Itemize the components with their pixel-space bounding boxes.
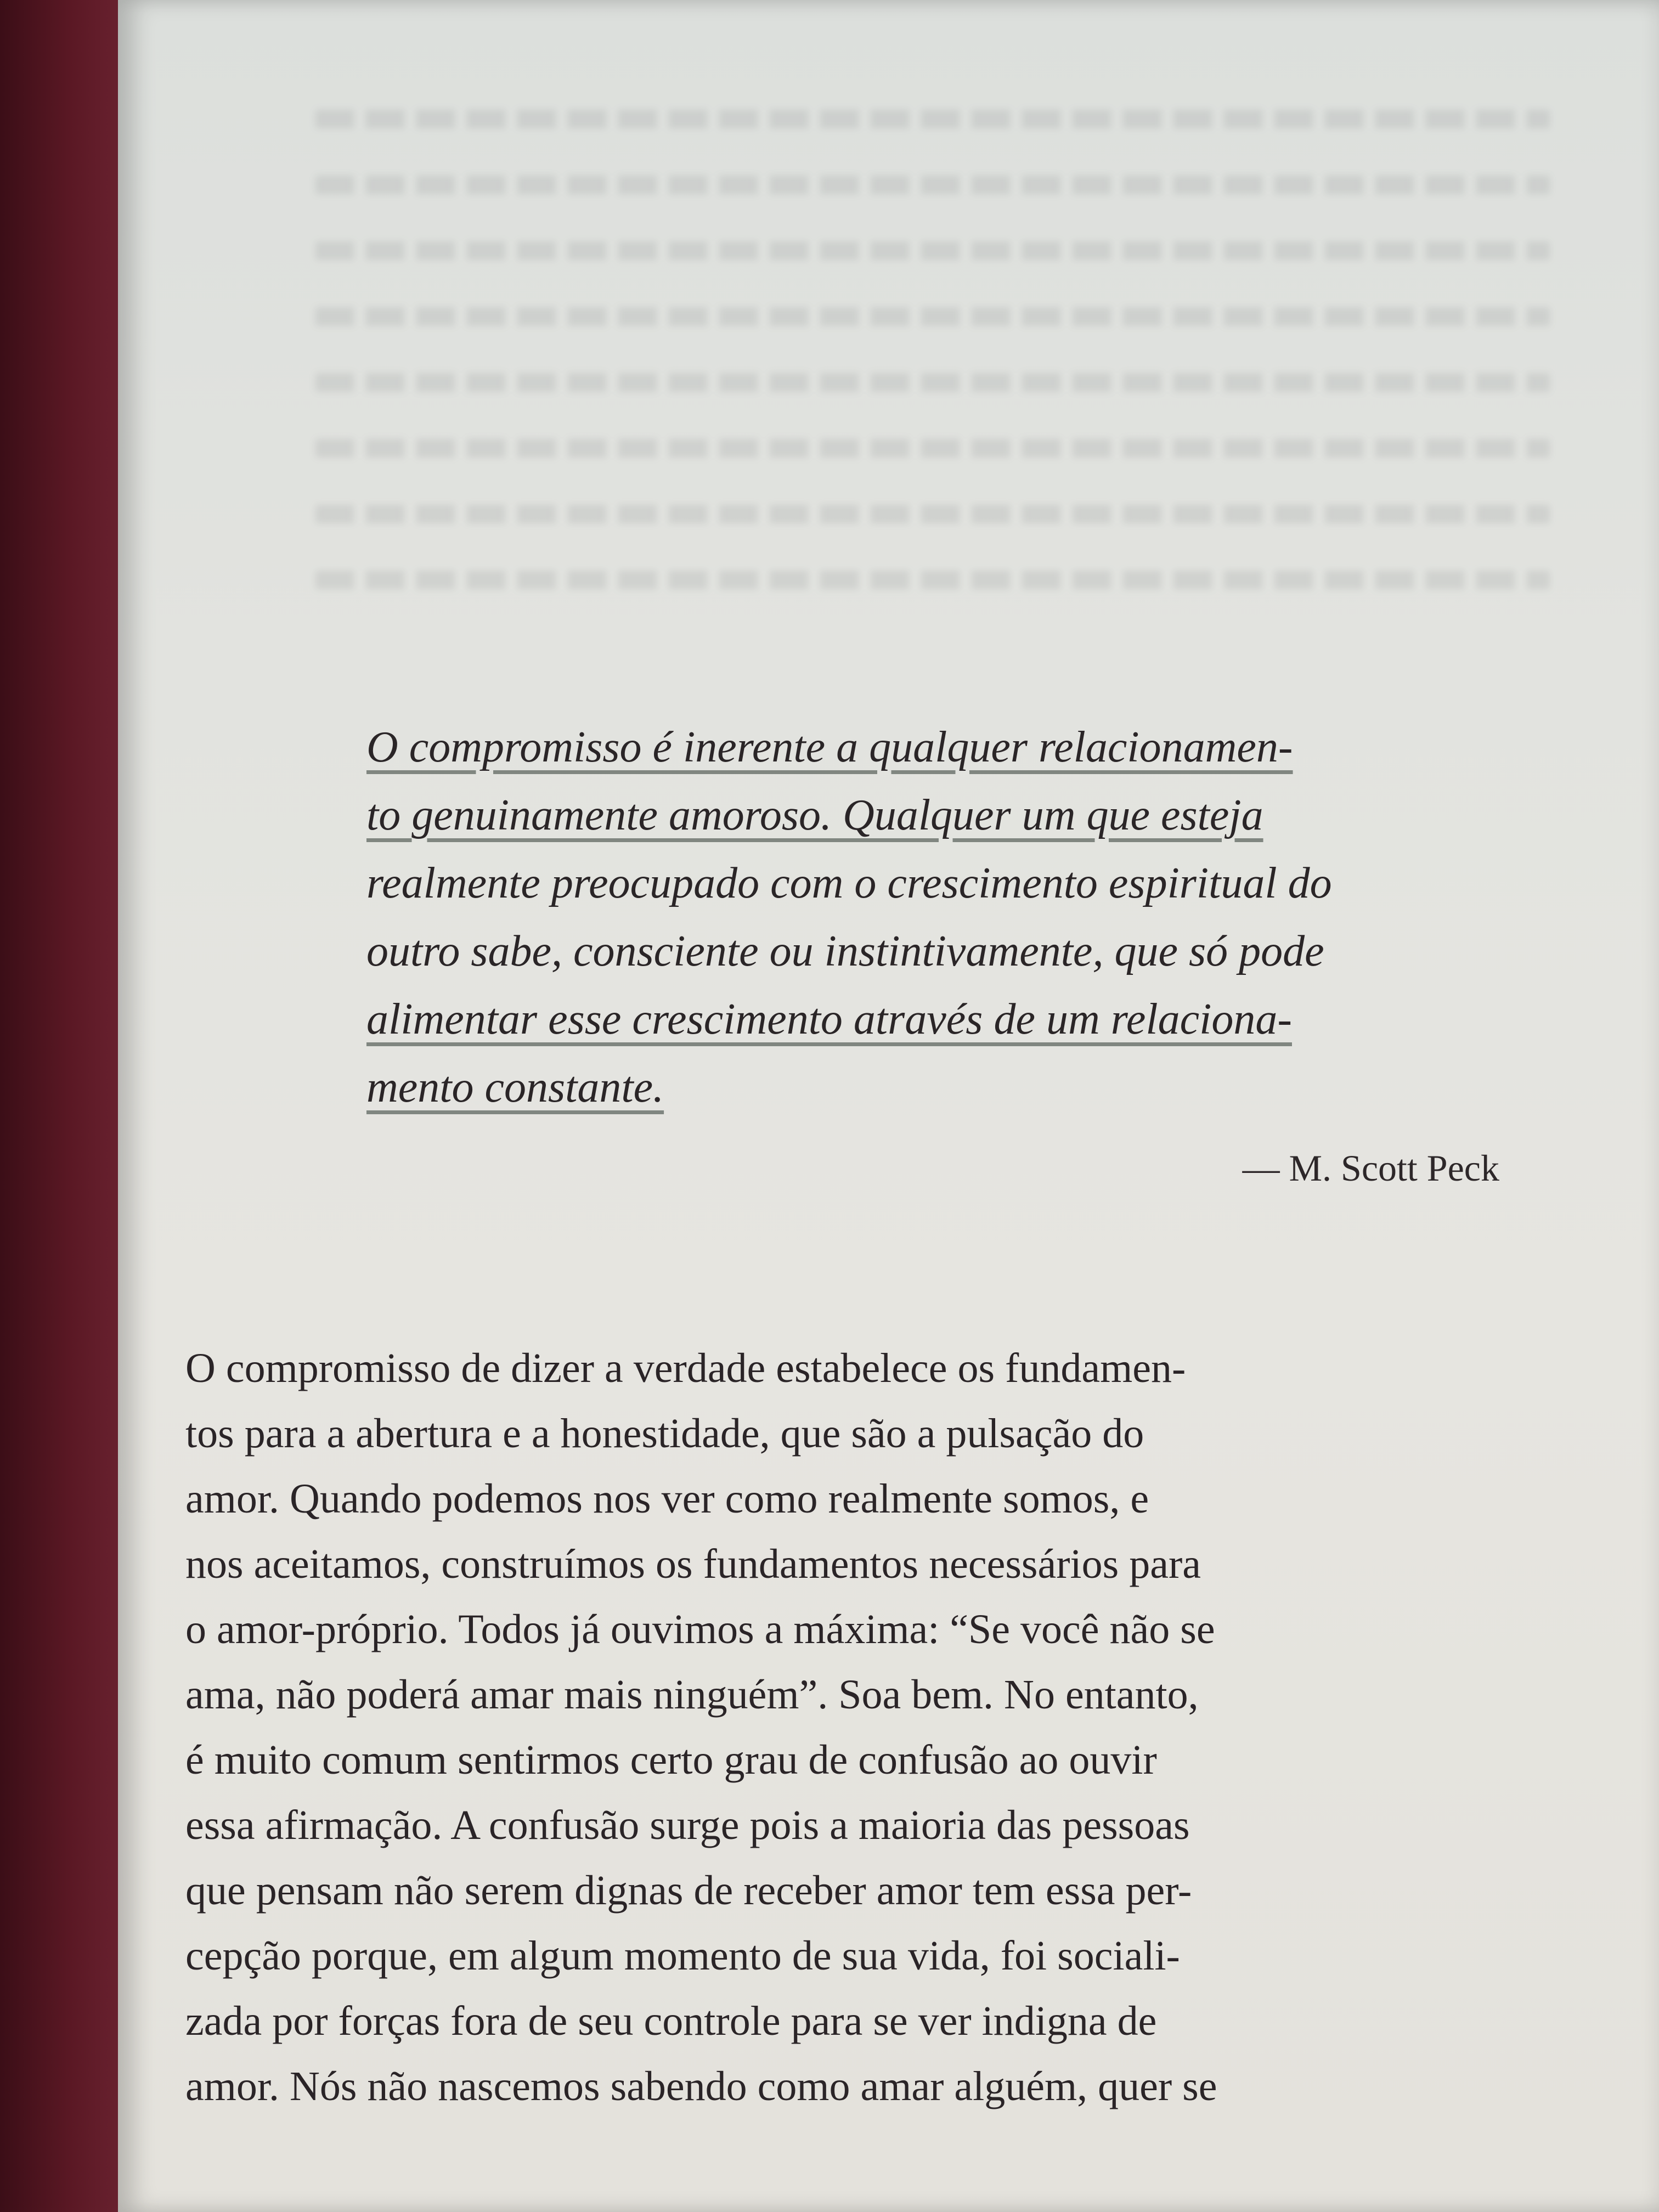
body-line: que pensam não serem dignas de receber amor tem essa per- <box>185 1867 1192 1914</box>
body-line: tos para a abertura e a honestidade, que são a pulsação do <box>185 1410 1144 1457</box>
epigraph-line-text: realmente preocupado com o crescimento espiritual do <box>366 859 1332 907</box>
body-line: zada por forças fora de seu controle para se ver indigna de <box>185 1998 1157 2044</box>
epigraph-line-text: to genuinamente amoroso. Qualquer um que esteja <box>366 791 1263 839</box>
epigraph-line-text: outro sabe, consciente ou instintivamente, que só pode <box>366 927 1324 975</box>
body-line: O compromisso de dizer a verdade estabelece os fundamen- <box>185 1345 1186 1391</box>
body-line: cepção porque, em algum momento de sua vida, foi sociali- <box>185 1933 1180 1979</box>
epigraph-attribution: — M. Scott Peck <box>1242 1147 1499 1189</box>
book-cover-edge <box>0 0 126 2212</box>
body-paragraph <box>185 1336 1491 2119</box>
epigraph-line <box>366 849 1510 917</box>
epigraph-quote <box>366 713 1510 1121</box>
epigraph-line <box>366 985 1510 1053</box>
epigraph-line <box>366 1053 1510 1121</box>
epigraph-line-text: alimentar esse crescimento através de um relaciona- <box>366 995 1292 1043</box>
epigraph-line <box>366 713 1510 781</box>
epigraph-line-text: mento constante. <box>366 1063 664 1111</box>
body-line: essa afirmação. A confusão surge pois a maioria das pessoas <box>185 1802 1190 1848</box>
epigraph-line <box>366 917 1510 985</box>
body-line: o amor-próprio. Todos já ouvimos a máxima: “Se você não se <box>185 1606 1215 1652</box>
epigraph-line-text: O compromisso é inerente a qualquer relacionamen- <box>366 723 1293 771</box>
body-line: é muito comum sentirmos certo grau de confusão ao ouvir <box>185 1737 1157 1783</box>
body-line: ama, não poderá amar mais ninguém”. Soa bem. No entanto, <box>185 1672 1199 1718</box>
body-line: nos aceitamos, construímos os fundamentos necessários para <box>185 1541 1201 1587</box>
epigraph-line <box>366 781 1510 849</box>
body-line: amor. Nós não nascemos sabendo como amar alguém, quer se <box>185 2063 1217 2109</box>
reverse-side-bleed-through <box>315 110 1550 636</box>
body-line: amor. Quando podemos nos ver como realmente somos, e <box>185 1476 1149 1522</box>
